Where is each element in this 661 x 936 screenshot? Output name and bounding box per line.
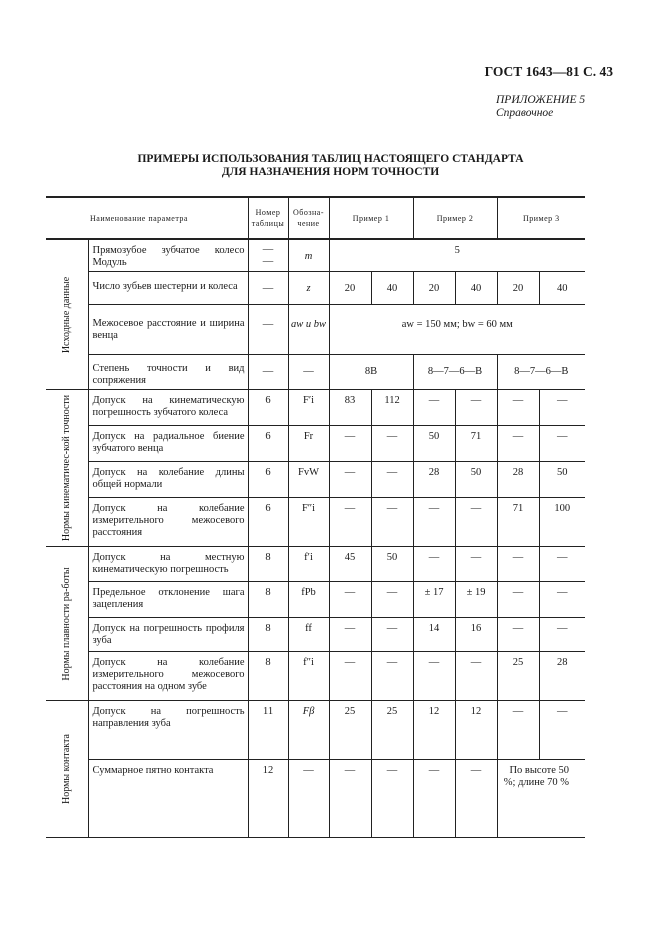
value-cell: — bbox=[539, 701, 585, 760]
value-cell: 71 bbox=[497, 498, 539, 547]
accuracy-table bbox=[46, 196, 585, 838]
group-initial-data bbox=[46, 239, 88, 390]
value-cell: — bbox=[455, 498, 497, 547]
value-example-2: 8—7—6—В bbox=[413, 355, 497, 390]
value-cell: — bbox=[455, 390, 497, 426]
value-cell: — bbox=[329, 618, 371, 652]
table-number: — — bbox=[248, 239, 288, 272]
symbol: F′i bbox=[288, 390, 329, 426]
value-cell: ± 17 bbox=[413, 582, 455, 618]
value-cell: — bbox=[329, 652, 371, 701]
value-cell: 83 bbox=[329, 390, 371, 426]
title-line-2: ДЛЯ НАЗНАЧЕНИЯ НОРМ ТОЧНОСТИ bbox=[221, 166, 440, 178]
value-cell: — bbox=[371, 760, 413, 838]
value-cell: — bbox=[413, 390, 455, 426]
value-cell: — bbox=[329, 462, 371, 498]
table-number: 8 bbox=[248, 618, 288, 652]
table-number: — bbox=[248, 305, 288, 355]
value-cell: — bbox=[371, 618, 413, 652]
symbol: F″i bbox=[288, 498, 329, 547]
header-param-name: Наименование параметра bbox=[46, 197, 248, 239]
group-smoothness-label: Нормы плавности ра-боты bbox=[60, 566, 72, 681]
table-number: 6 bbox=[248, 498, 288, 547]
symbol: z bbox=[288, 272, 329, 305]
value-cell: — bbox=[371, 426, 413, 462]
param-name: Межосевое расстояние и ширина венца bbox=[88, 305, 248, 355]
group-smoothness bbox=[46, 547, 88, 701]
header-table-no: Номер таблицы bbox=[248, 197, 288, 239]
value-cell: 50 bbox=[539, 462, 585, 498]
value-cell: — bbox=[329, 498, 371, 547]
table-number: 8 bbox=[248, 582, 288, 618]
value-cell: 20 bbox=[329, 272, 371, 305]
value-cell: — bbox=[539, 390, 585, 426]
value-cell: — bbox=[371, 582, 413, 618]
group-initial-label: Исходные данные bbox=[60, 276, 72, 353]
value-cell: 20 bbox=[413, 272, 455, 305]
symbol: f′i bbox=[288, 547, 329, 582]
table-number: — bbox=[248, 272, 288, 305]
header-example-1: Пример 1 bbox=[329, 197, 413, 239]
value-cell: — bbox=[539, 547, 585, 582]
param-name: Степень точности и вид сопряжения bbox=[88, 355, 248, 390]
value-cell: 25 bbox=[329, 701, 371, 760]
value-cell: 16 bbox=[455, 618, 497, 652]
value-example-3: 8—7—6—В bbox=[497, 355, 585, 390]
symbol: Fβ bbox=[288, 701, 329, 760]
param-name: Допуск на погрешность направления зуба bbox=[88, 701, 248, 760]
document-title bbox=[0, 153, 661, 179]
value-cell: — bbox=[413, 652, 455, 701]
value-cell: 25 bbox=[497, 652, 539, 701]
value-cell: 45 bbox=[329, 547, 371, 582]
header-example-2: Пример 2 bbox=[413, 197, 497, 239]
value-cell: — bbox=[413, 760, 455, 838]
group-kinematic bbox=[46, 390, 88, 547]
value-cell: 28 bbox=[497, 462, 539, 498]
value-cell: — bbox=[329, 426, 371, 462]
symbol: ff bbox=[288, 618, 329, 652]
value-cell: 28 bbox=[413, 462, 455, 498]
value-cell: — bbox=[497, 582, 539, 618]
group-contact-label: Нормы контакта bbox=[60, 734, 72, 804]
value-cell: — bbox=[497, 426, 539, 462]
value-cell: — bbox=[497, 618, 539, 652]
param-name: Предельное отклонение шага зацепления bbox=[88, 582, 248, 618]
group-contact bbox=[46, 701, 88, 838]
symbol: m bbox=[288, 239, 329, 272]
symbol: FvW bbox=[288, 462, 329, 498]
param-name: Суммарное пятно контакта bbox=[88, 760, 248, 838]
value-cell: — bbox=[497, 390, 539, 426]
table-number: 11 bbox=[248, 701, 288, 760]
symbol: Fr bbox=[288, 426, 329, 462]
symbol: fPb bbox=[288, 582, 329, 618]
table-number: 6 bbox=[248, 426, 288, 462]
value-cell: — bbox=[455, 547, 497, 582]
param-name: Число зубьев шестерни и колеса bbox=[88, 272, 248, 305]
value-cell: 50 bbox=[371, 547, 413, 582]
table-number: 12 bbox=[248, 760, 288, 838]
value-cell: — bbox=[497, 701, 539, 760]
header-symbol: Обозна-чение bbox=[288, 197, 329, 239]
value-cell: — bbox=[413, 498, 455, 547]
symbol: aw и bw bbox=[288, 305, 329, 355]
value-cell: — bbox=[371, 498, 413, 547]
value-cell: — bbox=[371, 652, 413, 701]
appendix-label bbox=[496, 94, 585, 120]
table-number: — bbox=[248, 355, 288, 390]
value-cell: 25 bbox=[371, 701, 413, 760]
param-name: Допуск на местную кинематическую погрешность bbox=[88, 547, 248, 582]
value-cell: 50 bbox=[455, 462, 497, 498]
value-cell: 40 bbox=[371, 272, 413, 305]
value-cell: ± 19 bbox=[455, 582, 497, 618]
symbol: f″i bbox=[288, 652, 329, 701]
page-header: ГОСТ 1643—81 С. 43 bbox=[484, 64, 613, 79]
param-name: Прямозубое зубчатое колесо Модуль bbox=[88, 239, 248, 272]
group-kinematic-label: Нормы кинематичес-кой точности bbox=[60, 394, 72, 542]
value-cell: 112 bbox=[371, 390, 413, 426]
symbol: — bbox=[288, 355, 329, 390]
value-cell: 40 bbox=[455, 272, 497, 305]
table-number: 6 bbox=[248, 462, 288, 498]
value-all-examples: aw = 150 мм; bw = 60 мм bbox=[329, 305, 585, 355]
value-cell: 71 bbox=[455, 426, 497, 462]
table-number: 8 bbox=[248, 652, 288, 701]
value-cell: 40 bbox=[539, 272, 585, 305]
value-cell: 20 bbox=[497, 272, 539, 305]
symbol: — bbox=[288, 760, 329, 838]
value-cell: 12 bbox=[455, 701, 497, 760]
param-name: Допуск на погрешность профиля зуба bbox=[88, 618, 248, 652]
param-name: Допуск на колебание измерительного межосевого расстояния на одном зубе bbox=[88, 652, 248, 701]
param-name: Допуск на колебание измерительного межосевого расстояния bbox=[88, 498, 248, 547]
value-cell: — bbox=[329, 760, 371, 838]
value-cell: — bbox=[455, 652, 497, 701]
value-cell: — bbox=[455, 760, 497, 838]
param-name: Допуск на колебание длины общей нормали bbox=[88, 462, 248, 498]
appendix-title: ПРИЛОЖЕНИЕ 5 bbox=[496, 94, 586, 106]
value-cell: — bbox=[539, 582, 585, 618]
value-cell: — bbox=[539, 618, 585, 652]
value-cell: 14 bbox=[413, 618, 455, 652]
value-cell: — bbox=[413, 547, 455, 582]
value-cell: 100 bbox=[539, 498, 585, 547]
title-line-1: ПРИМЕРЫ ИСПОЛЬЗОВАНИЯ ТАБЛИЦ НАСТОЯЩЕГО СТАНДАРТА bbox=[137, 153, 524, 165]
header-example-3: Пример 3 bbox=[497, 197, 585, 239]
value-cell: — bbox=[371, 462, 413, 498]
contact-value-example-3: По высоте 50 %; длине 70 % bbox=[497, 760, 585, 838]
table-number: 8 bbox=[248, 547, 288, 582]
param-name: Допуск на кинематическую погрешность зубчатого колеса bbox=[88, 390, 248, 426]
value-cell: — bbox=[329, 582, 371, 618]
appendix-subtitle: Справочное bbox=[496, 107, 554, 119]
value-cell: 12 bbox=[413, 701, 455, 760]
value-cell: — bbox=[539, 426, 585, 462]
value-cell: 28 bbox=[539, 652, 585, 701]
value-cell: — bbox=[497, 547, 539, 582]
value-cell: 50 bbox=[413, 426, 455, 462]
param-name: Допуск на радиальное биение зубчатого венца bbox=[88, 426, 248, 462]
value-all-examples: 5 bbox=[329, 239, 585, 272]
table-number: 6 bbox=[248, 390, 288, 426]
value-example-1: 8В bbox=[329, 355, 413, 390]
